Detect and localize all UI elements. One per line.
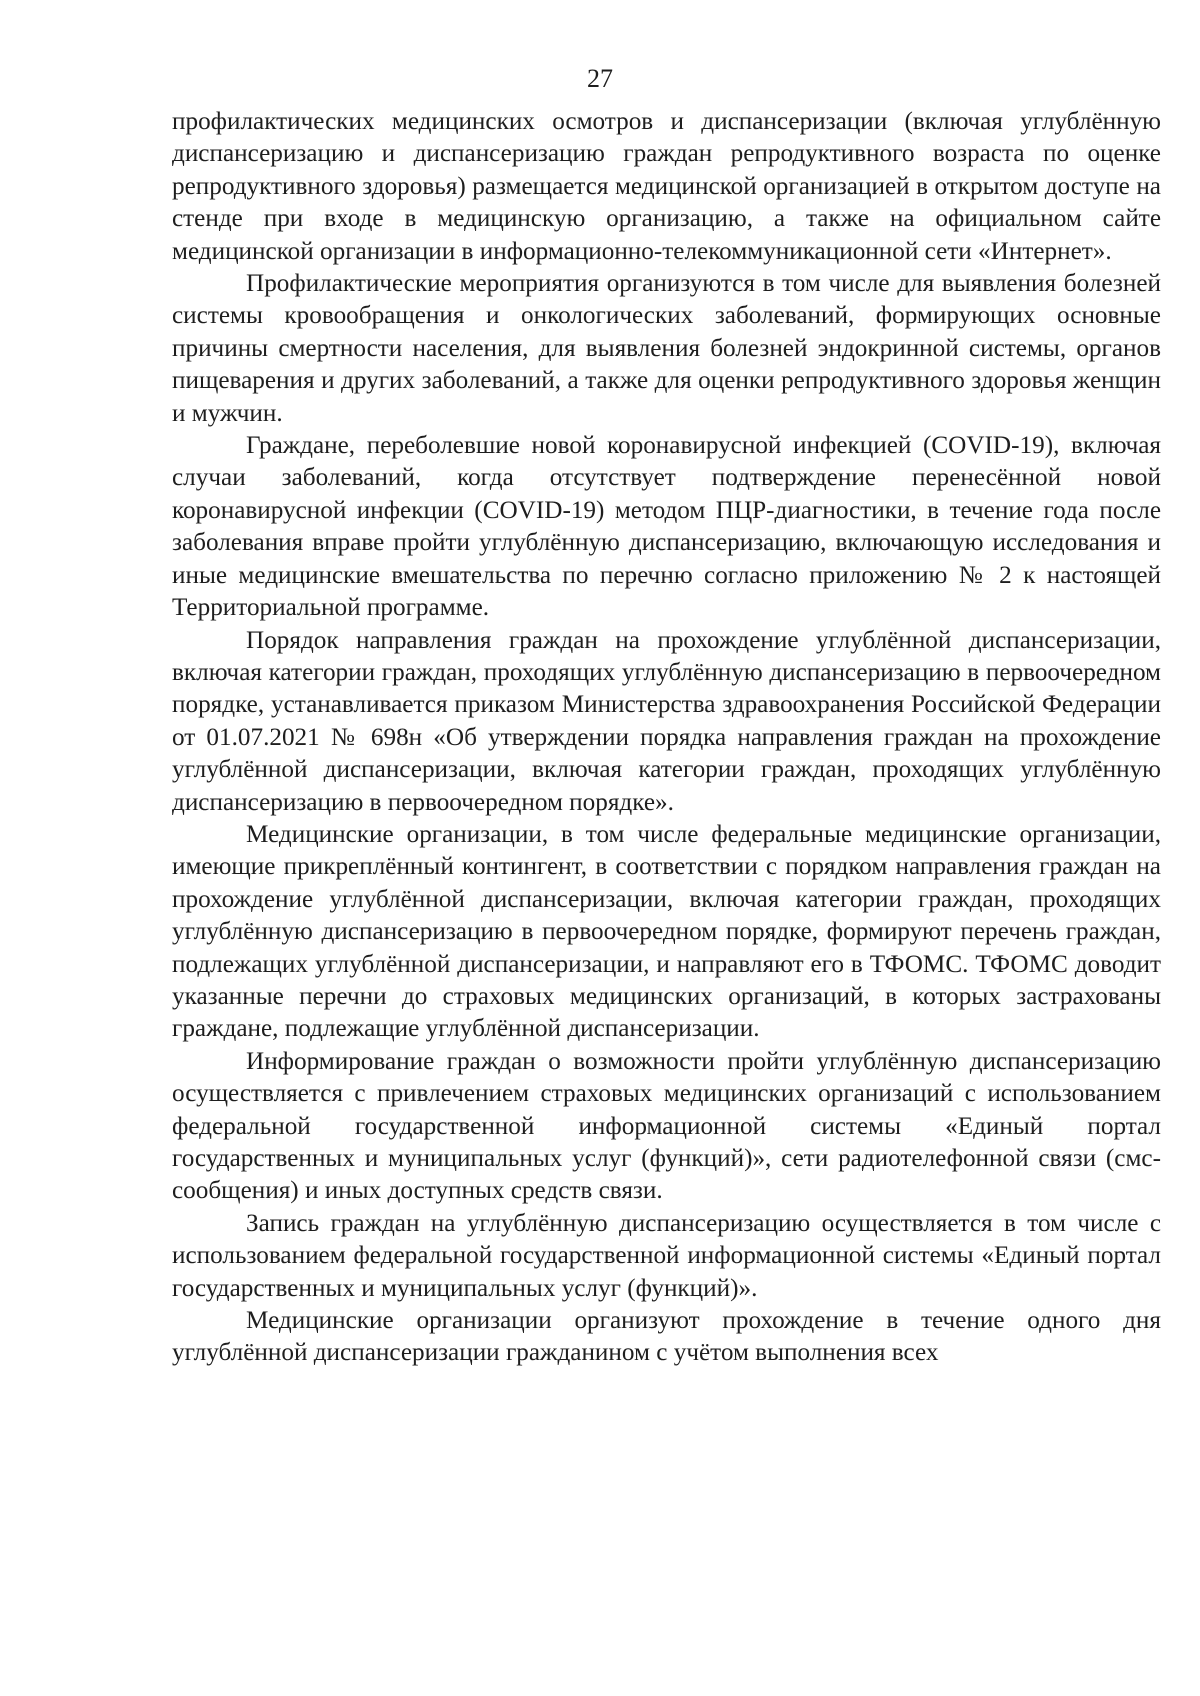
paragraph-covid-recovered: Граждане, переболевшие новой коронавирусной инфекцией (COVID-19), включая случаи заболеваний, когда отсутствует подтверждение перенесённой новой коронавирусной инфекции (COVID-19) методом ПЦР-диагностики, в течение года после заболевания вправе пройти углублённую диспансеризацию, включающую исследования и иные медицинские вмешательства по перечню согласно приложению № 2 к настоящей Территориальной программе. xyxy=(172,432,1161,622)
page-number: 27 xyxy=(587,64,613,93)
paragraph-medical-organizations: Медицинские организации, в том числе федеральные медицинские организации, имеющие прикреплённый контингент, в соответствии с порядком направления граждан на прохождение углублённой диспансеризации, включая категории граждан, проходящих углублённую диспансеризацию в первоочередном порядке, формируют перечень граждан, подлежащих углублённой диспансеризации, и направляют его в ТФОМС. ТФОМС доводит указанные перечни до страховых медицинских организаций, в которых застрахованы граждане, подлежащие углублённой диспансеризации. xyxy=(172,820,1161,1043)
paragraph-continuation: профилактических медицинских осмотров и диспансеризации (включая углублённую диспансеризацию и диспансеризацию граждан репродуктивного возраста по оценке репродуктивного здоровья) размещается медицинской организацией в открытом доступе на стенде при входе в медицинскую организацию, а также на официальном сайте медицинской организации в информационно-телекоммуникационной сети «Интернет». xyxy=(172,108,1161,265)
paragraph-preventive-measures: Профилактические мероприятия организуются в том числе для выявления болезней системы кровообращения и онкологических заболеваний, формирующих основные причины смертности населения, для выявления болезней эндокринной системы, органов пищеварения и других заболеваний, а также для оценки репродуктивного здоровья женщин и мужчин. xyxy=(172,270,1161,427)
body-text xyxy=(172,106,1161,1370)
paragraph-referral-procedure: Порядок направления граждан на прохождение углублённой диспансеризации, включая категории граждан, проходящих углублённую диспансеризацию в первоочередном порядке, устанавливается приказом Министерства здравоохранения Российской Федерации от 01.07.2021 № 698н «Об утверждении порядка направления граждан на прохождение углублённой диспансеризации, включая категории граждан, проходящих углублённую диспансеризацию в первоочередном порядке». xyxy=(172,626,1161,816)
paragraph-informing-citizens: Информирование граждан о возможности пройти углублённую диспансеризацию осуществляется с привлечением страховых медицинских организаций с использованием федеральной государственной информационной системы «Единый портал государственных и муниципальных услуг (функций)», сети радиотелефонной связи (смс-сообщения) и иных доступных средств связи. xyxy=(172,1047,1161,1205)
paragraph-one-day-examination: Медицинские организации организуют прохождение в течение одного дня углублённой диспансеризации гражданином с учётом выполнения всех xyxy=(172,1307,1161,1367)
paragraph-registration: Запись граждан на углублённую диспансеризацию осуществляется в том числе с использованием федеральной государственной информационной системы «Единый портал государственных и муниципальных услуг (функций)». xyxy=(172,1209,1161,1302)
